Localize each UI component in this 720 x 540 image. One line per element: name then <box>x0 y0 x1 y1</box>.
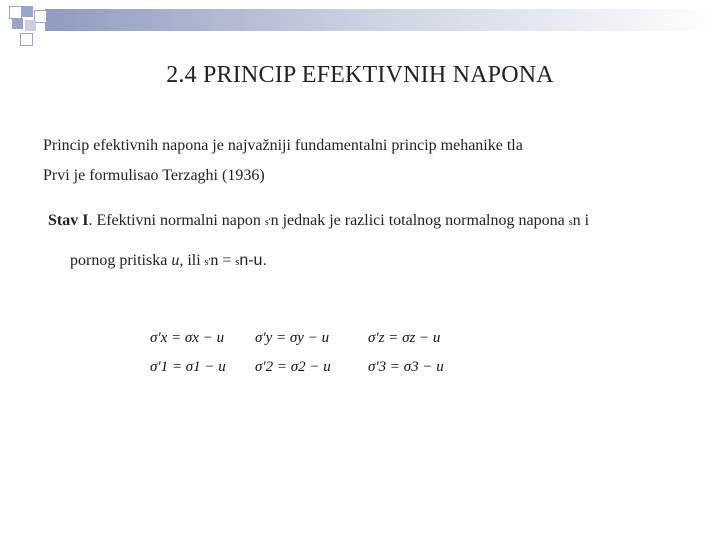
decor-square <box>22 6 33 17</box>
sigma-symbol: s <box>568 217 573 228</box>
decor-square <box>12 18 23 29</box>
stav-text: . Efektivni normalni napon <box>88 212 265 229</box>
equations-block <box>150 326 470 382</box>
equation: σ'1 = σ1 − u <box>150 359 226 375</box>
stav-text: , ili <box>179 252 205 269</box>
intro-line-2: Prvi je formulisao Terzaghi (1936) <box>43 167 265 184</box>
stav-line-1 <box>48 212 589 230</box>
decor-square <box>20 33 33 46</box>
stav-text: n jednak je razlici totalnog normalnog napona <box>270 212 569 229</box>
header-gradient-bar <box>45 9 720 31</box>
stav-label: Stav I <box>48 212 89 229</box>
stav-text: n-u. <box>239 252 267 269</box>
decor-square <box>25 20 36 31</box>
stav-text: pornog pritiska <box>70 252 172 269</box>
pore-pressure-symbol: u <box>171 252 180 269</box>
sigma-symbol: s <box>235 257 240 268</box>
slide-title: 2.4 PRINCIP EFEKTIVNIH NAPONA <box>166 62 554 88</box>
equation: σ'y = σy − u <box>255 330 330 346</box>
equation: σ'z = σz − u <box>368 330 441 346</box>
intro-line-1: Princip efektivnih napona je najvažniji fundamentalni princip mehanike tla <box>43 137 523 154</box>
sigma-symbol: s' <box>264 217 271 228</box>
stav-text: n = <box>210 252 236 269</box>
stav-text: n i <box>572 212 590 229</box>
equation: σ'3 = σ3 − u <box>368 359 444 375</box>
sigma-symbol: s' <box>204 257 211 268</box>
equation: σ'x = σx − u <box>150 330 225 346</box>
slide-header-decoration <box>0 0 720 50</box>
stav-line-2 <box>70 252 267 270</box>
equation: σ'2 = σ2 − u <box>255 359 331 375</box>
